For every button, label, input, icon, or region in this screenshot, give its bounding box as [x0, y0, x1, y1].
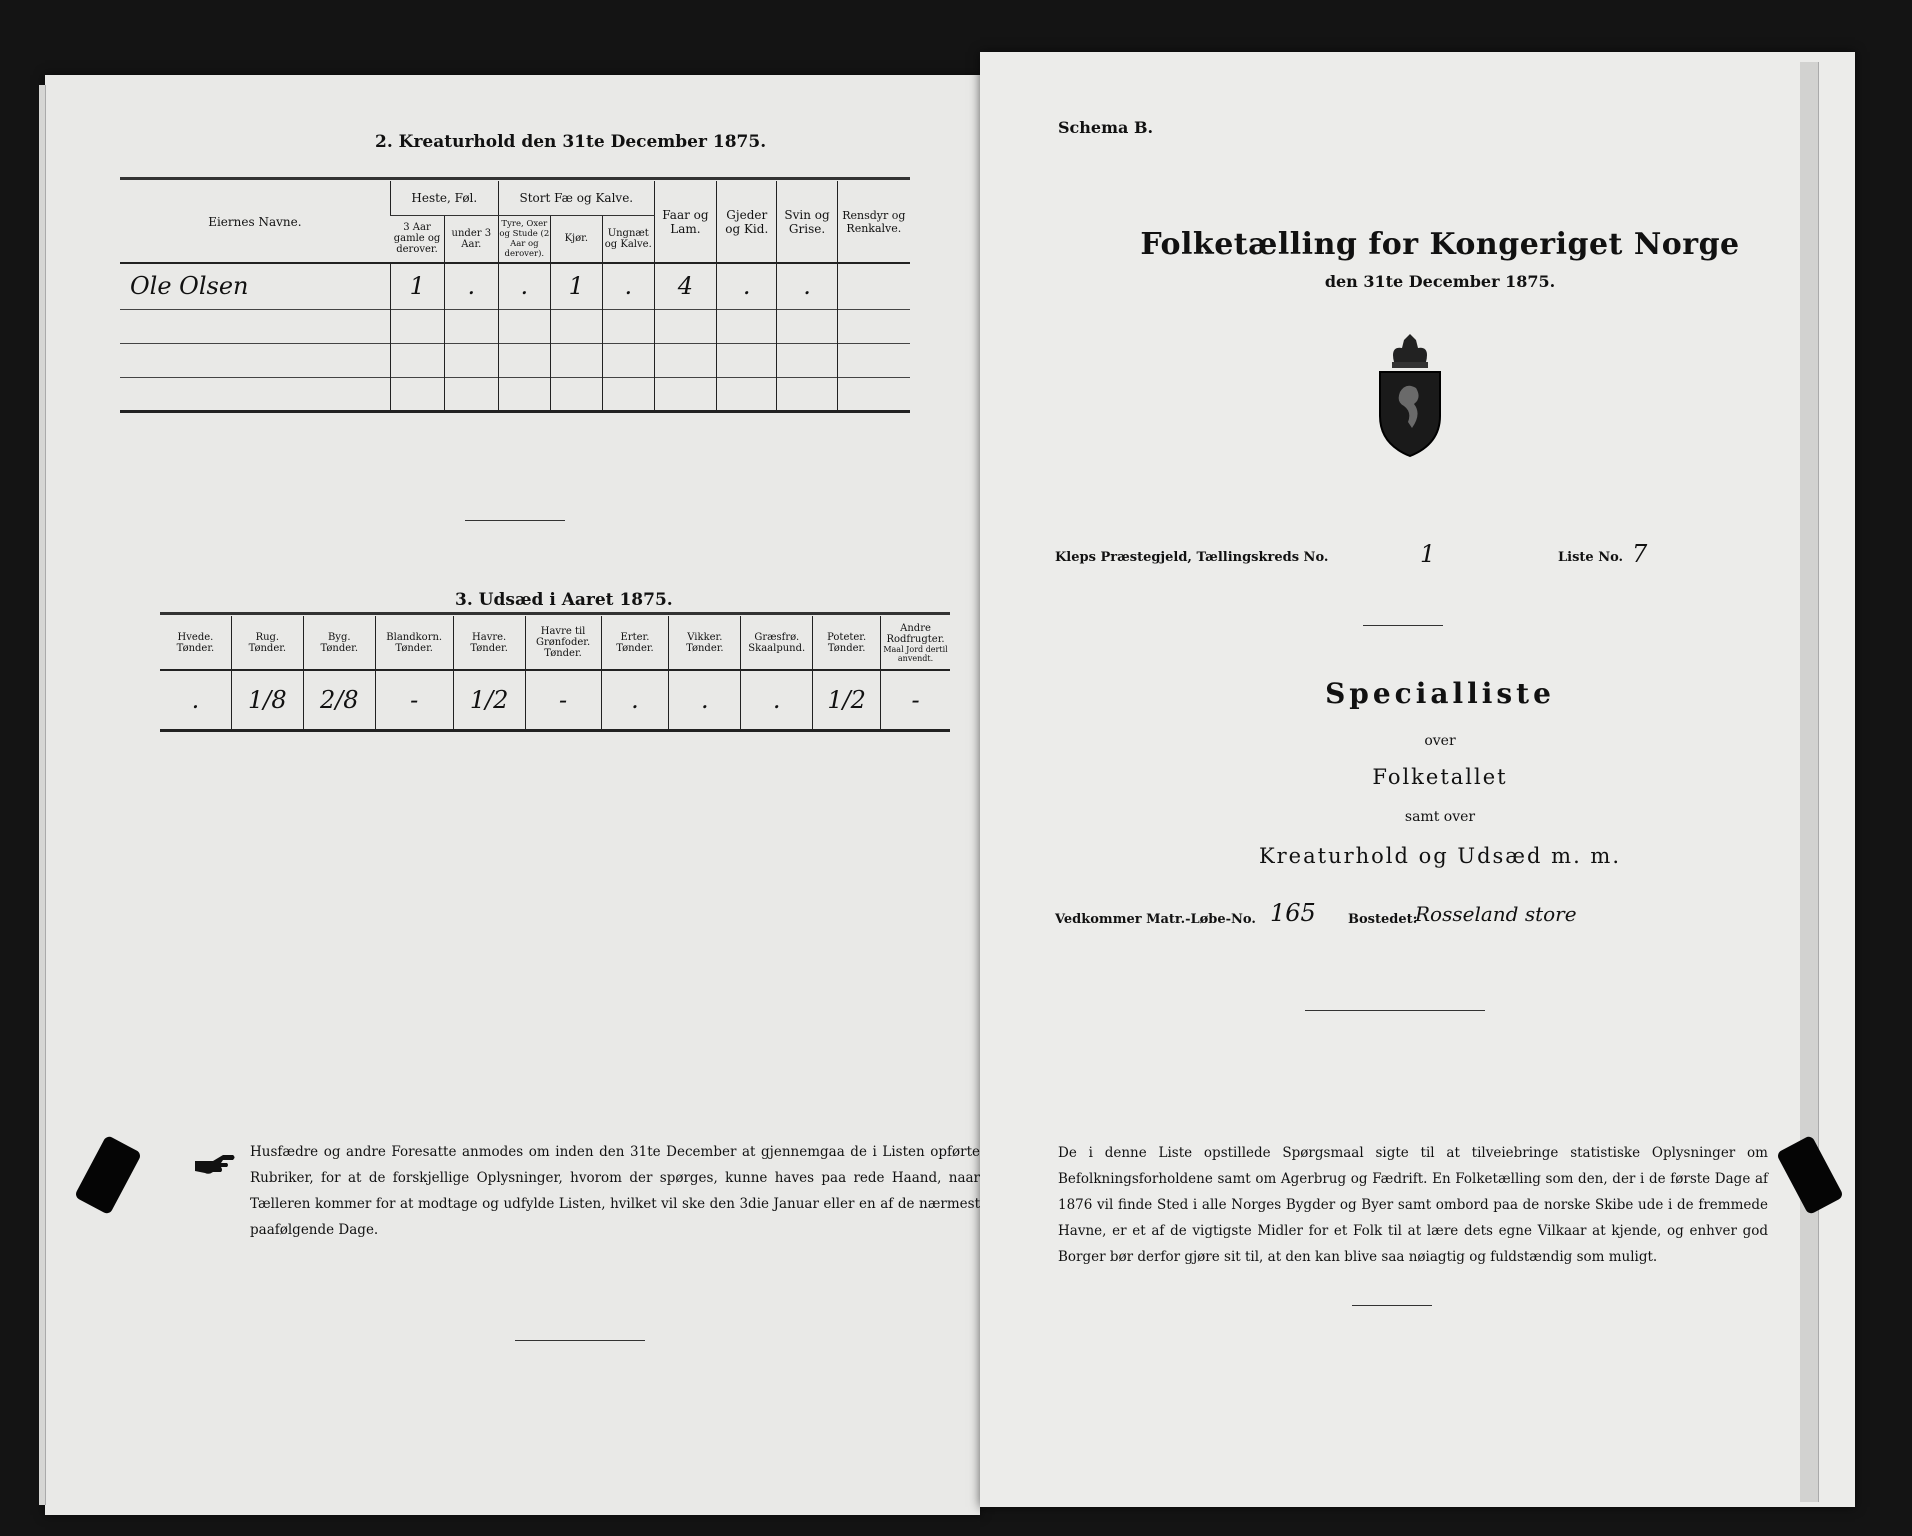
matr-label: Vedkommer Matr.-Løbe-No. — [1055, 912, 1256, 927]
col-heste-a: 3 Aar gamle og derover. — [393, 222, 441, 256]
liste-label: Liste No. — [1558, 550, 1624, 565]
col-hvede: Hvede. Tønder. — [176, 631, 215, 654]
value-cell: 1 — [550, 263, 602, 309]
value-cell: - — [881, 670, 950, 730]
value-cell: . — [741, 670, 813, 730]
samt-over-text: samt over — [1404, 809, 1476, 825]
table-row — [120, 263, 910, 309]
owner-cell — [120, 309, 390, 343]
col-owner-header: Eiernes Navne. — [208, 214, 302, 229]
table-row — [120, 377, 910, 411]
col-stort-header: Stort Fæ og Kalve. — [498, 181, 654, 215]
value-cell: - — [375, 670, 453, 730]
col-rug: Rug. Tønder. — [231, 616, 303, 670]
left-page — [45, 75, 980, 1515]
col-stort-c: Ungnæt og Kalve. — [602, 215, 654, 263]
value-cell: . — [191, 685, 200, 714]
divider — [1305, 1010, 1485, 1011]
bosted-value: Rosseland store — [1415, 902, 1577, 926]
col-rensdyr-header: Rensdyr og Renkalve. — [837, 181, 910, 263]
value-cell: . — [777, 263, 837, 309]
specialliste-heading: Specialliste — [1325, 677, 1555, 710]
bottom-divider — [1352, 1305, 1432, 1306]
liste-no: 7 — [1632, 540, 1648, 568]
value-cell: - — [525, 670, 601, 730]
col-stort-a: Tyre, Oxer og Stude (2 Aar og derover). — [498, 215, 550, 263]
page-edge-stack — [1800, 62, 1819, 1502]
right-page — [980, 52, 1855, 1507]
udsaed-table — [160, 616, 950, 732]
bosted-label: Bostedet: — [1348, 912, 1418, 927]
owner-cell — [120, 343, 390, 377]
divider — [465, 520, 565, 521]
value-cell: 1/2 — [453, 670, 525, 730]
section-2-top-rule — [120, 177, 910, 180]
owner-cell — [120, 377, 390, 411]
folketallet-text: Folketallet — [1372, 765, 1508, 789]
table-row — [120, 343, 910, 377]
value-cell: . — [717, 263, 777, 309]
col-havre: Havre. Tønder. — [453, 616, 525, 670]
kreaturhold-table — [120, 181, 910, 413]
col-gjeder-header: Gjeder og Kid. — [717, 181, 777, 263]
value-cell: . — [444, 263, 498, 309]
udsaed-value-row — [160, 670, 950, 730]
schema-label: Schema B. — [1058, 118, 1154, 137]
value-cell: 2/8 — [303, 670, 375, 730]
col-stort-b: Kjør. — [550, 215, 602, 263]
value-cell: 1/8 — [231, 670, 303, 730]
col-havre-gronfoder: Havre til Grønfoder. Tønder. — [525, 616, 601, 670]
udsaed-header-row — [160, 616, 950, 670]
notice-text: Husfædre og andre Foresatte anmodes om inden den 31te December at gjennemgaa de i Listen opførte Rubriker, for at de forskjellige Oplysninger, hvorom der spørges, kunne haves paa rede Haand, naar Tælleren kommer for at modtage og udfylde Listen, hvilket vil ske den 3die Januar eller en af de nærmest paafølgende Dage. — [250, 1144, 980, 1238]
col-faar-header: Faar og Lam. — [654, 181, 716, 263]
value-cell: . — [498, 263, 550, 309]
table-row — [120, 309, 910, 343]
section-2-title: 2. Kreaturhold den 31te December 1875. — [375, 132, 767, 152]
section-3-top-rule — [160, 612, 950, 615]
col-vikker: Vikker. Tønder. — [669, 616, 741, 670]
main-title: Folketælling for Kongeriget Norge — [1140, 227, 1740, 262]
col-poteter: Poteter. Tønder. — [813, 616, 881, 670]
col-heste-header: Heste, Føl. — [390, 181, 498, 215]
kreds-no: 1 — [1420, 540, 1436, 568]
value-cell — [837, 263, 910, 309]
over-text: over — [1424, 733, 1456, 749]
title-date: den 31te December 1875. — [1324, 272, 1556, 291]
matr-no: 165 — [1270, 899, 1316, 927]
col-blandkorn: Blandkorn. Tønder. — [375, 616, 453, 670]
value-cell: . — [669, 670, 741, 730]
col-graesfro: Græsfrø. Skaalpund. — [741, 616, 813, 670]
prestegjeld-label: Kleps Præstegjeld, Tællingskreds No. — [1055, 550, 1329, 565]
value-cell: 4 — [654, 263, 716, 309]
footer-text: De i denne Liste opstillede Spørgsmaal sigte til at tilveiebringe statistiske Oplysninger om Befolkningsforholdene samt om Agerbrug og Fædrift. En Folketælling som den, der i de første Dage af 1876 vil finde Sted i alle Norges Bygder og Byer samt ombord paa de norske Skibe ude i de fremmede Havne, er et af de vigtigste Midler for et Folk til at lære dets egne Vilkaar at kjende, og enhver god Borger bør derfor gjøre sit til, at den kan blive saa nøiagtig og fuldstændig som muligt. — [1058, 1145, 1768, 1265]
pointing-hand-icon — [193, 1153, 237, 1181]
value-cell: . — [602, 263, 654, 309]
value-cell: 1 — [390, 263, 444, 309]
page-edge — [39, 85, 46, 1505]
value-cell: 1/2 — [813, 670, 881, 730]
col-andre: Andre Rodfrugter. Maal Jord dertil anvendt. — [881, 616, 950, 670]
col-erter: Erter. Tønder. — [601, 616, 669, 670]
bottom-divider — [515, 1340, 645, 1341]
col-heste-b: under 3 Aar. — [444, 215, 498, 263]
col-svin-header: Svin og Grise. — [777, 181, 837, 263]
value-cell: . — [601, 670, 669, 730]
section-3-title: 3. Udsæd i Aaret 1875. — [455, 590, 673, 610]
coat-of-arms-icon — [1370, 332, 1450, 464]
divider — [1363, 625, 1443, 626]
kreaturhold-text: Kreaturhold og Udsæd m. m. — [1258, 844, 1622, 868]
owner-cell: Ole Olsen — [130, 272, 249, 301]
col-byg: Byg. Tønder. — [303, 616, 375, 670]
